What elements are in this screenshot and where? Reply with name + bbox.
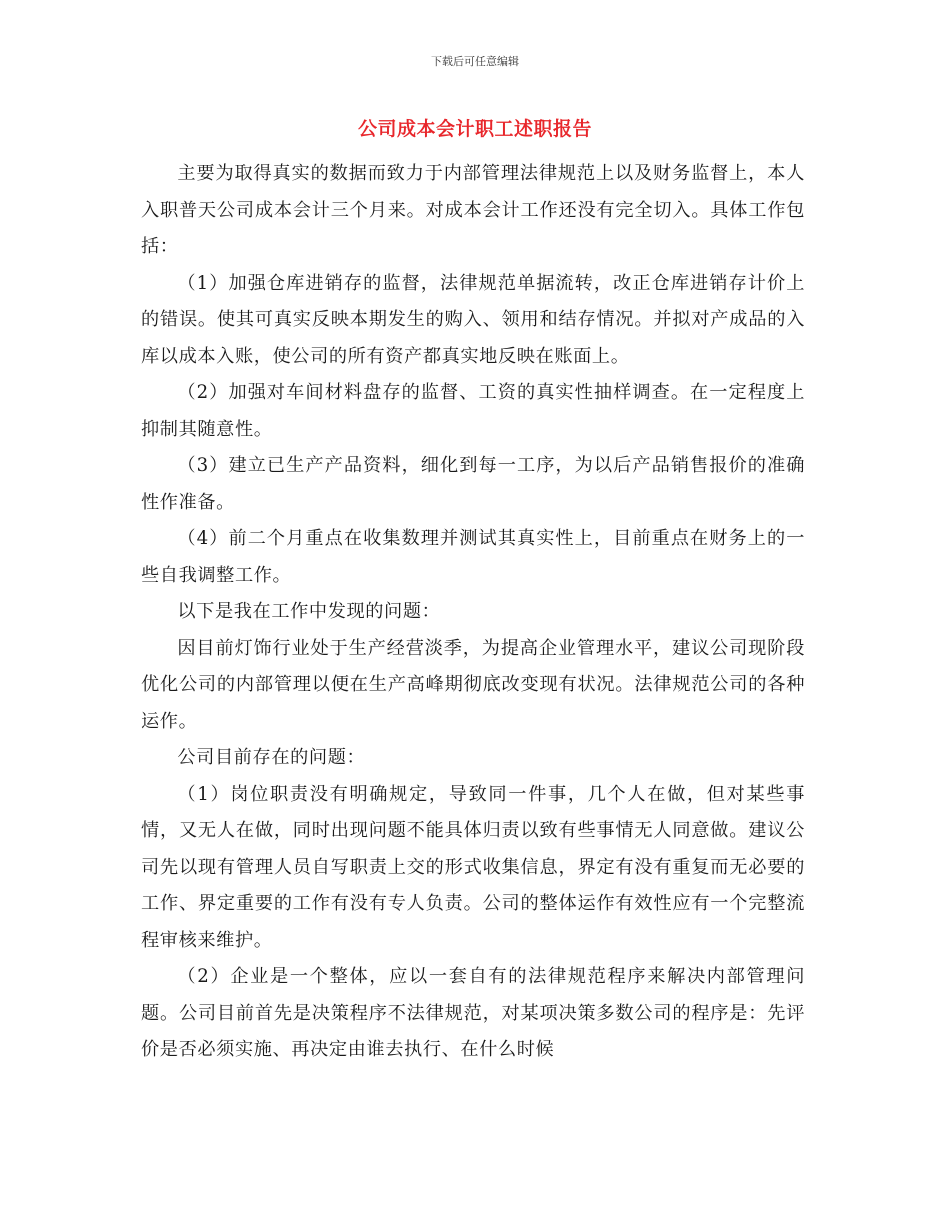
- paragraph: （2）企业是一个整体，应以一套自有的法律规范程序来解决内部管理问题。公司目前首先是决策程序不法律规范，对某项决策多数公司的程序是：先评价是否必须实施、再决定由谁去执行、在什么时候: [141, 966, 805, 1060]
- paragraph: （4）前二个月重点在收集数理并测试其真实性上，目前重点在财务上的一些自我调整工作。: [141, 528, 805, 586]
- paragraph: 公司目前存在的问题：: [177, 747, 366, 768]
- header-note: 下载后可任意编辑: [431, 55, 519, 68]
- document-body: [141, 156, 805, 1069]
- paragraph: （2）加强对车间材料盘存的监督、工资的真实性抽样调查。在一定程度上抑制其随意性。: [141, 382, 805, 440]
- paragraph: （1）岗位职责没有明确规定，导致同一件事，几个人在做，但对某些事情，又无人在做，同时出现问题不能具体归责以致有些事情无人同意做。建议公司先以现有管理人员自写职责上交的形式收集信息，界定有没有重复而无必要的工作、界定重要的工作有没有专人负责。公司的整体运作有效性应有一个完整流程审核来维护。: [141, 783, 805, 951]
- paragraph: （1）加强仓库进销存的监督，法律规范单据流转，改正仓库进销存计价上的错误。使其可真实反映本期发生的购入、领用和结存情况。并拟对产成品的入库以成本入账，使公司的所有资产都真实地反映在账面上。: [141, 272, 805, 367]
- paragraph: 以下是我在工作中发现的问题：: [177, 601, 441, 622]
- document-title: 公司成本会计职工述职报告: [357, 118, 592, 140]
- paragraph: 因目前灯饰行业处于生产经营淡季，为提高企业管理水平，建议公司现阶段优化公司的内部管理以便在生产高峰期彻底改变现有状况。法律规范公司的各种运作。: [141, 637, 805, 732]
- paragraph: 主要为取得真实的数据而致力于内部管理法律规范上以及财务监督上，本人入职普天公司成本会计三个月来。对成本会计工作还没有完全切入。具体工作包括：: [141, 163, 805, 257]
- paragraph: （3）建立已生产产品资料，细化到每一工序，为以后产品销售报价的准确性作准备。: [141, 455, 805, 513]
